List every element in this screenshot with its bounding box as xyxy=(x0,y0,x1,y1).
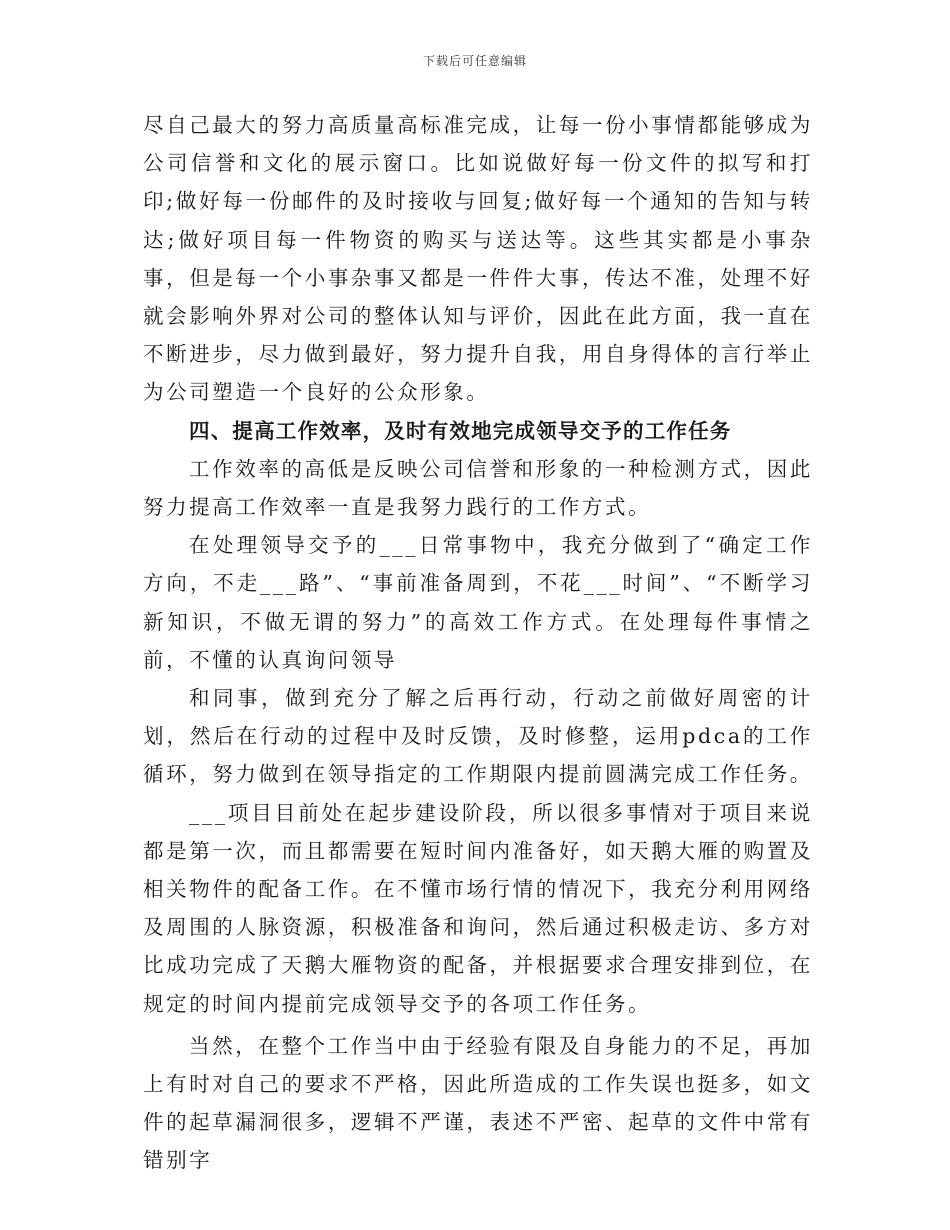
paragraph-project: ___项目目前处在起步建设阶段，所以很多事情对于项目来说都是第一次，而且都需要在短时间内准备好，如天鹅大雁的购置及相关物件的配备工作。在不懂市场行情的情况下，我充分利用网络及周围的人脉资源，积极准备和询问，然后通过积极走访、多方对比成功完成了天鹅大雁物资的配备，并根据要求合理安排到位，在规定的时间内提前完成领导交予的各项工作任务。 xyxy=(143,800,813,1016)
paragraph-continuation: 尽自己最大的努力高质量高标准完成，让每一份小事情都能够成为公司信誉和文化的展示窗口。比如说做好每一份文件的拟写和打印;做好每一份邮件的及时接收与回复;做好每一个通知的告知与转达;做好项目每一件物资的购买与送达等。这些其实都是小事杂事，但是每一个小事杂事又都是一件件大事，传达不准，处理不好就会影响外界对公司的整体认知与评价，因此在此方面，我一直在不断进步，尽力做到最好，努力提升自我，用自身得体的言行举止为公司塑造一个良好的公众形象。 xyxy=(143,113,813,405)
paragraph-shortcomings: 当然，在整个工作当中由于经验有限及自身能力的不足，再加上有时对自己的要求不严格，因此所造成的工作失误也挺多，如文件的起草漏洞很多，逻辑不严谨，表述不严密、起草的文件中常有错别字 xyxy=(143,1033,813,1173)
paragraph-efficiency-intro: 工作效率的高低是反映公司信誉和形象的一种检测方式，因此努力提高工作效率一直是我努力践行的工作方式。 xyxy=(143,456,813,520)
paragraph-colleagues: 和同事，做到充分了解之后再行动，行动之前做好周密的计划，然后在行动的过程中及时反馈，及时修整，运用pdca的工作循环，努力做到在领导指定的工作期限内提前圆满完成工作任务。 xyxy=(143,686,813,787)
paragraph-daily-affairs: 在处理领导交予的___日常事物中，我充分做到了“确定工作方向，不走___路”、“事前准备周到，不花___时间”、“不断学习新知识，不做无谓的努力”的高效工作方式。在处理每件事情之前，不懂的认真询问领导 xyxy=(143,533,813,672)
page-header: 下载后可任意编辑 xyxy=(422,54,527,68)
section-heading: 四、提高工作效率，及时有效地完成领导交予的工作任务 xyxy=(189,418,732,443)
document-body xyxy=(143,106,813,1180)
